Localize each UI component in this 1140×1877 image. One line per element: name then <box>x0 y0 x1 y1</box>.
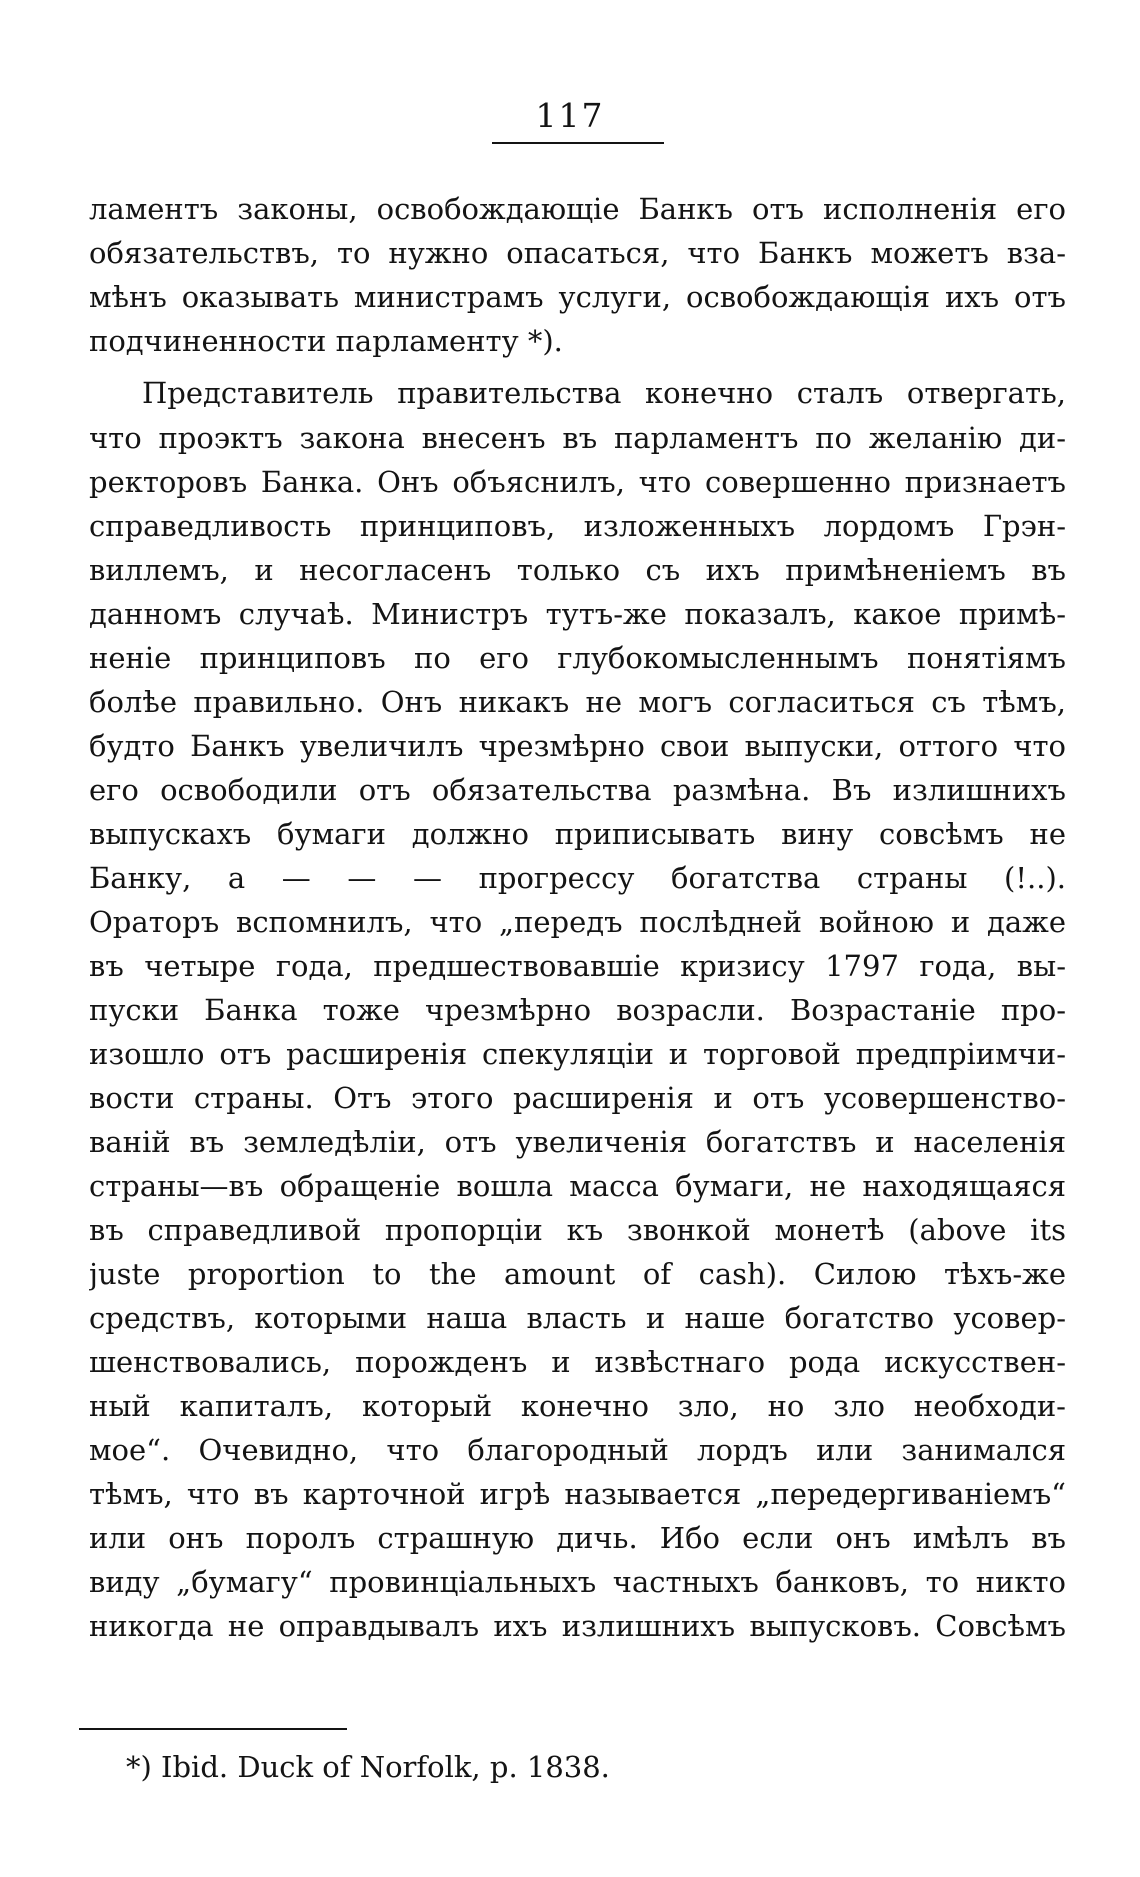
text-line: въ четыре года, предшествовавшіе кризису 1797 года, вы- <box>89 949 1066 983</box>
text-line: или онъ поролъ страшную дичь. Ибо если онъ имѣлъ въ <box>89 1521 1066 1555</box>
text-line: будто Банкъ увеличилъ чрезмѣрно свои выпуски, оттого что <box>89 729 1066 763</box>
footnote-rule <box>79 1728 347 1730</box>
text-line: ваній въ земледѣліи, отъ увеличенія богатствъ и населенія <box>89 1125 1066 1159</box>
footnote: *) Ibid. Duck of Norfolk, p. 1838. <box>126 1750 610 1784</box>
text-line: ный капиталъ, который конечно зло, но зло необходи- <box>89 1389 1066 1423</box>
page-number: 117 <box>535 96 605 135</box>
text-line: никогда не оправдывалъ ихъ излишнихъ выпусковъ. Совсѣмъ <box>89 1609 1066 1643</box>
text-line: обязательствъ, то нужно опасаться, что Банкъ можетъ вза- <box>89 236 1066 270</box>
text-line: подчиненности парламенту *). <box>89 324 563 358</box>
page-number-rule <box>492 142 664 144</box>
text-line: ламентъ законы, освобождающіе Банкъ отъ исполненія его <box>89 192 1066 226</box>
text-line: данномъ случаѣ. Министръ тутъ-же показалъ, какое примѣ- <box>89 597 1066 631</box>
text-line: изошло отъ расширенія спекуляціи и торговой предпріимчи- <box>89 1037 1066 1071</box>
text-line: пуски Банка тоже чрезмѣрно возрасли. Возрастаніе про- <box>89 993 1066 1027</box>
text-line: средствъ, которыми наша власть и наше богатство усовер- <box>89 1301 1066 1335</box>
text-line: неніе принциповъ по его глубокомысленнымъ понятіямъ <box>89 641 1066 675</box>
text-line: мѣнъ оказывать министрамъ услуги, освобождающія ихъ отъ <box>89 280 1066 314</box>
text-line: страны—въ обращеніе вошла масса бумаги, не находящаяся <box>89 1169 1066 1203</box>
text-line: справедливость принциповъ, изложенныхъ лордомъ Грэн- <box>89 509 1066 543</box>
text-line: виду „бумагу“ провинціальныхъ частныхъ банковъ, то никто <box>89 1565 1066 1599</box>
text-line: болѣе правильно. Онъ никакъ не могъ согласиться съ тѣмъ, <box>89 685 1066 719</box>
text-line: мое“. Очевидно, что благородный лордъ или занимался <box>89 1433 1066 1467</box>
text-line: шенствовались, порожденъ и извѣстнаго рода искусствен- <box>89 1345 1066 1379</box>
text-line: Представитель правительства конечно сталъ отвергать, <box>142 376 1066 410</box>
text-line: ректоровъ Банка. Онъ объяснилъ, что совершенно признаетъ <box>89 465 1066 499</box>
text-line: вости страны. Отъ этого расширенія и отъ усовершенство- <box>89 1081 1066 1115</box>
text-line: въ справедливой пропорціи къ звонкой монетѣ (above its <box>89 1213 1066 1247</box>
text-line: его освободили отъ обязательства размѣна. Въ излишнихъ <box>89 773 1066 807</box>
text-line: Банку, а — — — прогрессу богатства страны (!..). <box>89 861 1066 895</box>
text-line: juste proportion to the amount of cash). Силою тѣхъ-же <box>89 1257 1066 1291</box>
text-line: тѣмъ, что въ карточной игрѣ называется „передергиваніемъ“ <box>89 1477 1066 1511</box>
text-line: виллемъ, и несогласенъ только съ ихъ примѣненіемъ въ <box>89 553 1066 587</box>
text-line: Ораторъ вспомнилъ, что „передъ послѣдней войною и даже <box>89 905 1066 939</box>
text-line: выпускахъ бумаги должно приписывать вину совсѣмъ не <box>89 817 1066 851</box>
text-line: что проэктъ закона внесенъ въ парламентъ по желанію ди- <box>89 421 1066 455</box>
